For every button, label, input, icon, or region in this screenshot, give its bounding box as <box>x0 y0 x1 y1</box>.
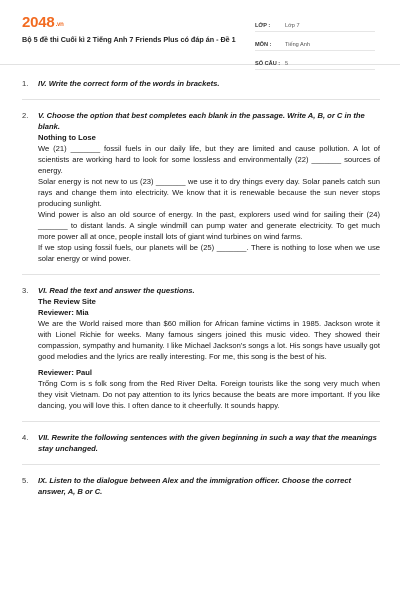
passage-title: Nothing to Lose <box>38 133 96 142</box>
meta-value: Lớp 7 <box>285 23 300 29</box>
divider <box>22 99 380 100</box>
question-number: 3. <box>22 286 29 295</box>
logo-main: 2048 <box>22 14 55 31</box>
meta-key: SỐ CÂU : <box>255 61 281 67</box>
passage-paragraph: Wind power is also an old source of energy. In the past, explorers used wind for sailing their (24) _______ to distant lands. A single windmill can pump water and generate electricity. To get much more power all at once, people install lots of giant wind turbines on wind farms. <box>38 210 380 241</box>
passage-paragraph: We (21) _______ fossil fuels in our daily life, but they are limited and cause pollution. A lot of scientists are working hard to look for some lossless and environmentally (22) _______ sources of energy. <box>38 144 380 175</box>
logo-suffix: .vn <box>55 22 64 28</box>
meta-row-subject <box>255 37 375 51</box>
question-4 <box>22 432 380 454</box>
passage-paragraph: If we stop using fossil fuels, our planets will be (25) _______. There is nothing to lose when we use solar energy or wind power. <box>38 243 380 263</box>
exam-content <box>22 78 380 497</box>
reviewer-name: Reviewer: Mia <box>38 308 89 317</box>
page-header <box>0 0 400 65</box>
question-number: 1. <box>22 79 29 88</box>
question-heading: V. Choose the option that best completes each blank in the passage. Write A, B, or C in the blank. <box>38 111 365 131</box>
reviewer-name: Reviewer: Paul <box>38 368 93 377</box>
meta-row-count <box>255 56 375 70</box>
meta-key: LỚP : <box>255 23 271 29</box>
review-text: Trống Cơm is s folk song from the Red River Delta. Foreign tourists like the song very much when they visit Vietnam. Do not pay attention to its lyrics because the beats are more important. If you like dancing, you will love this. I often dance to it cheerfully. It sounds happy. <box>38 379 380 410</box>
question-heading: VI. Read the text and answer the questions. <box>38 286 195 295</box>
question-5 <box>22 475 380 497</box>
divider <box>22 274 380 275</box>
exam-meta <box>255 18 375 75</box>
question-number: 2. <box>22 111 29 120</box>
question-number: 5. <box>22 476 29 485</box>
review-text: We are the World raised more than $60 million for African famine victims in 1985. Jackson wrote it with Lionel Richie for weeks. Many famous singers joined this music video. They showed their compassion, sympathy and humanity. I like Michael Jackson's songs a lot. His songs have usually got good melodies and the lyrics are really interesting. For me, this song is the best of his. <box>38 319 380 361</box>
divider <box>22 464 380 465</box>
meta-value: 5 <box>285 61 289 67</box>
question-3 <box>22 285 380 411</box>
text-title: The Review Site <box>38 297 96 306</box>
document-title: Bộ 5 đề thi Cuối kì 2 Tiếng Anh 7 Friends Plus có đáp án - Đề 1 <box>22 35 236 44</box>
site-logo[interactable] <box>22 14 64 31</box>
question-heading: IV. Write the correct form of the words in brackets. <box>38 79 220 88</box>
passage-paragraph: Solar energy is not new to us (23) _______ we use it to dry things every day. Solar panels catch sun rays and change them into electricity. We know that it is renewable because the sun never stops producing sunlight. <box>38 177 380 208</box>
question-heading: IX. Listen to the dialogue between Alex and the immigration officer. Choose the correct answer, A, B or C. <box>38 476 352 496</box>
question-heading: VII. Rewrite the following sentences with the given beginning in such a way that the meanings stay unchanged. <box>38 433 377 453</box>
meta-row-class <box>255 18 375 32</box>
question-1 <box>22 78 380 89</box>
meta-key: MÔN : <box>255 42 272 48</box>
meta-value: Tiếng Anh <box>285 42 310 48</box>
divider <box>22 421 380 422</box>
question-number: 4. <box>22 433 29 442</box>
question-2 <box>22 110 380 264</box>
